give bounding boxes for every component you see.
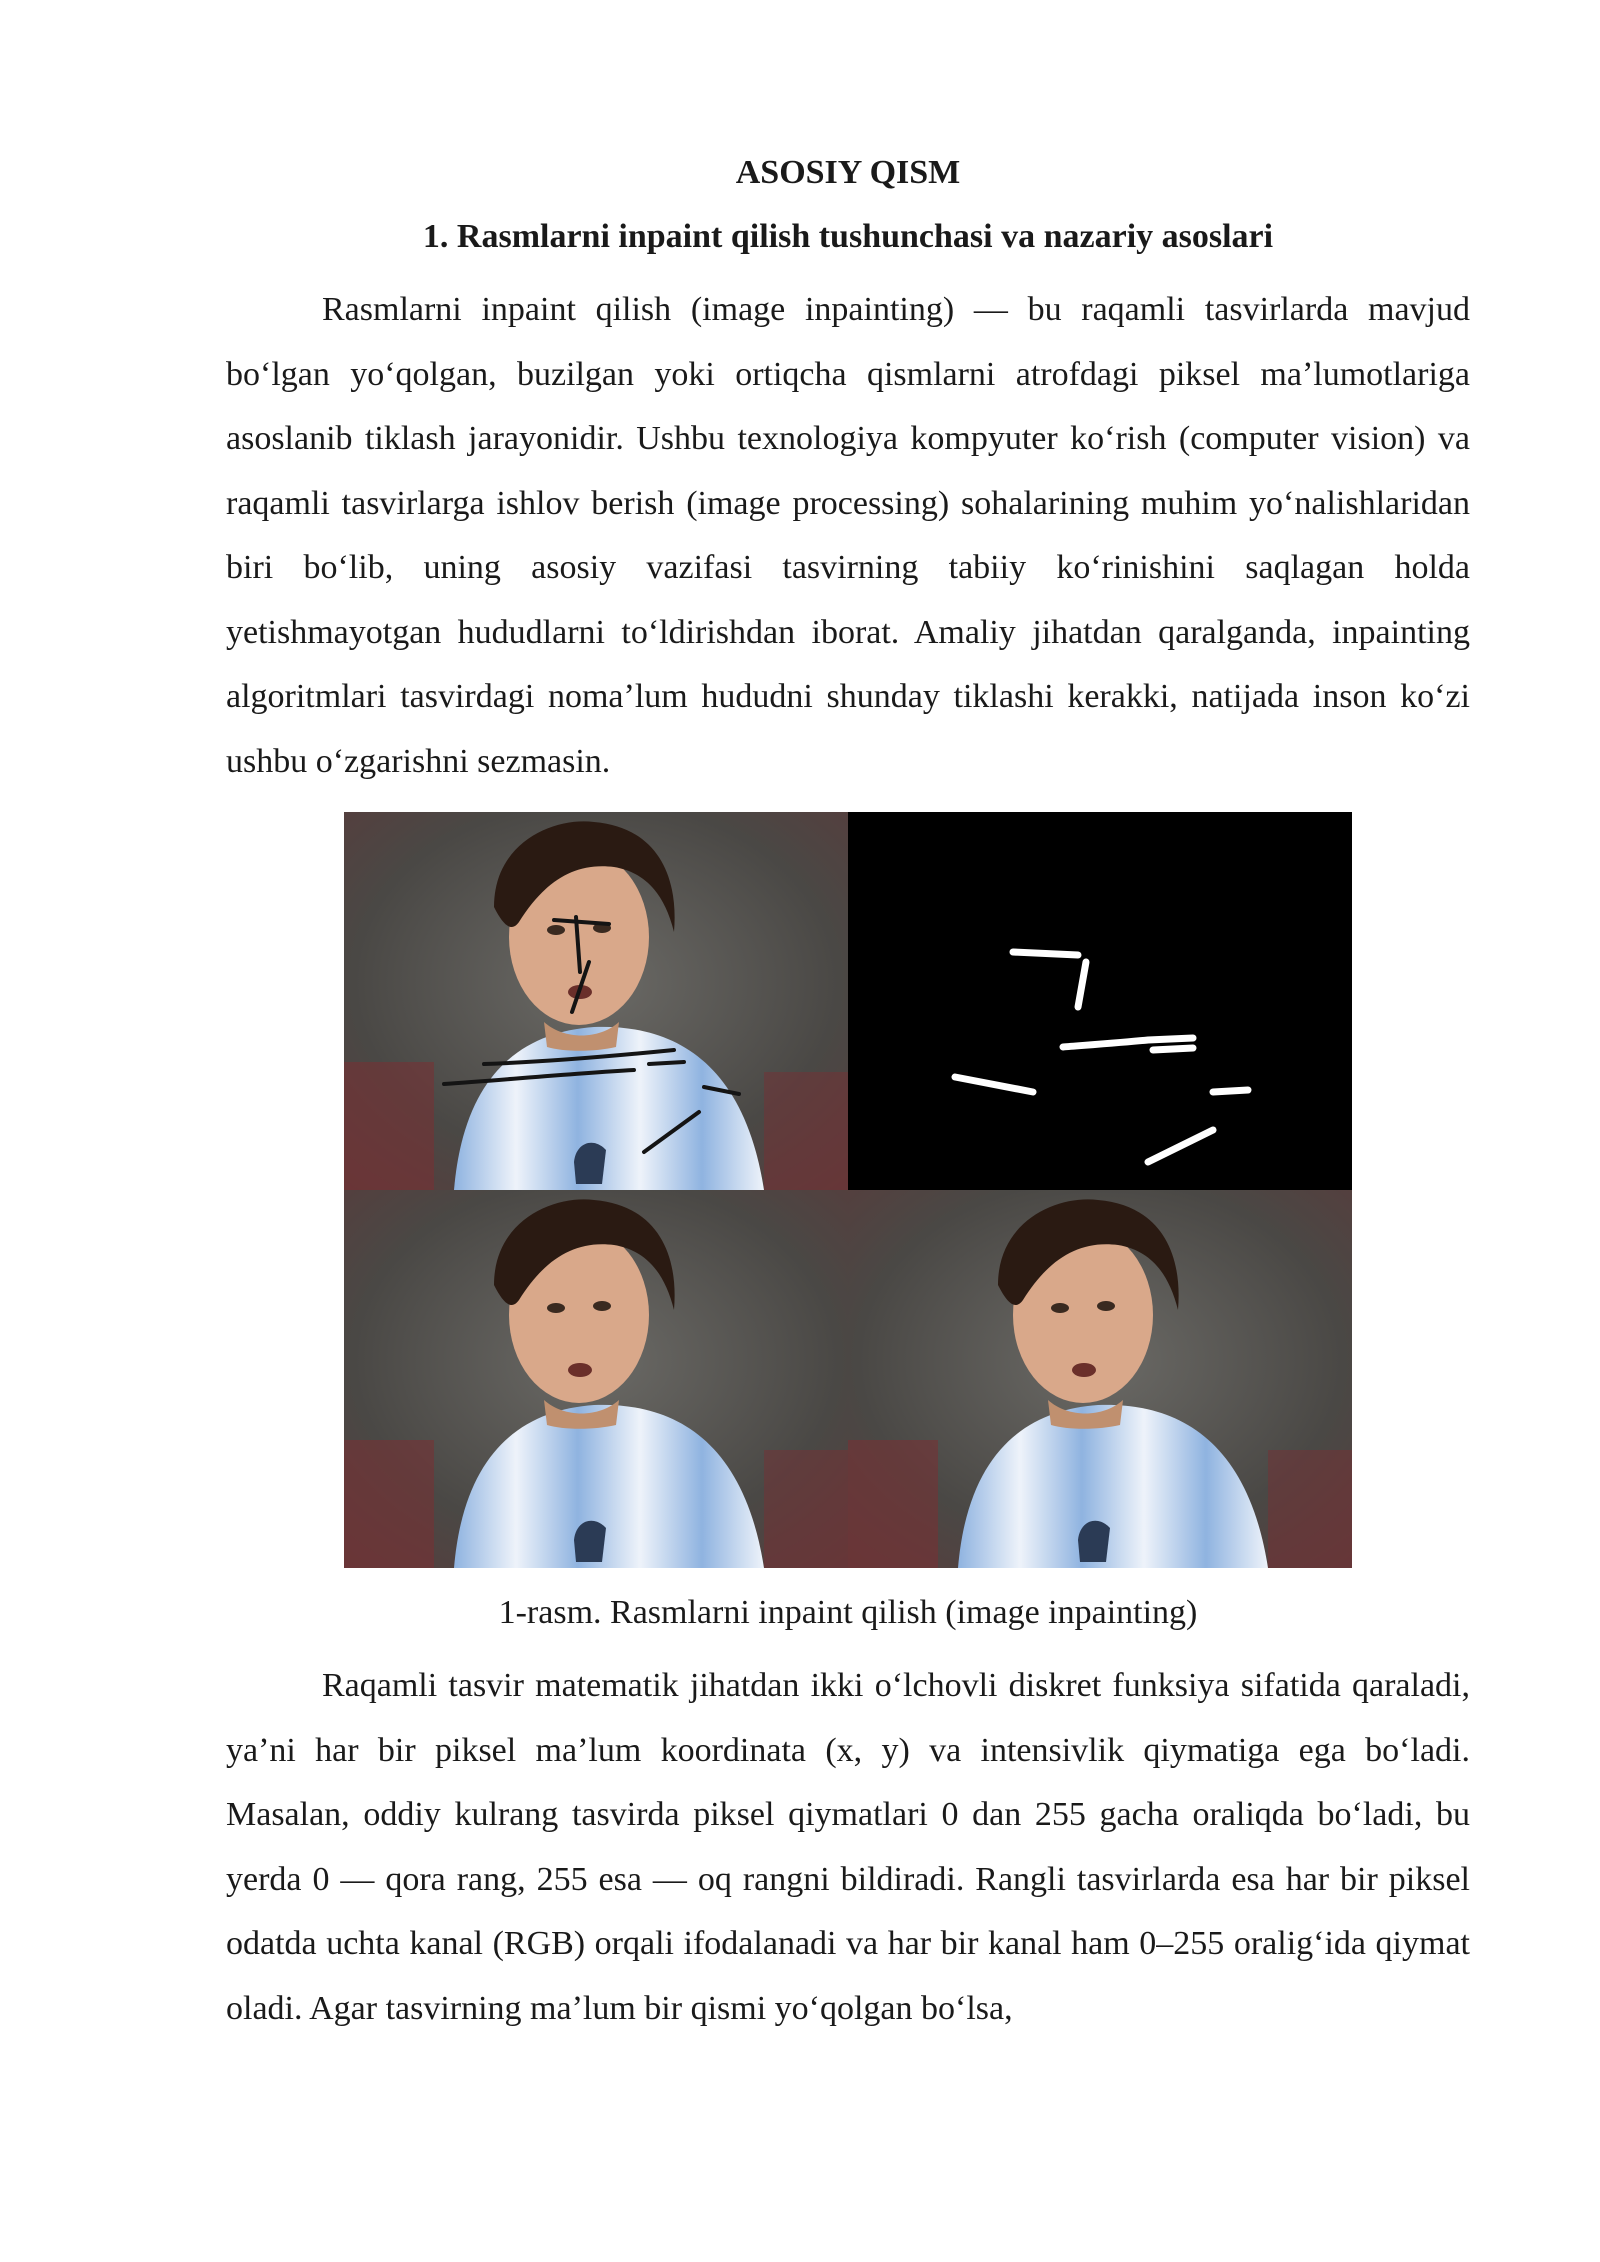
portrait-damaged-image [344, 812, 848, 1190]
paragraph-intro: Rasmlarni inpaint qilish (image inpainting) — bu raqamli tasvirlarda mavjud boʻlgan yoʻqolgan, buzilgan yoki ortiqcha qismlarni atrofdagi piksel maʼlumotlariga asoslanib tiklash jarayonidir. Ushbu texnologiya kompyuter koʻrish (computer vision) va raqamli tasvirlarga ishlov berish (image processing) sohalarining muhim yoʻnalishlaridan biri boʻlib, uning asosiy vazifasi tasvirning tabiiy koʻrinishini saqlagan holda yetishmayotgan hududlarni toʻldirishdan iborat. Amaliy jihatdan qaralganda, inpainting algoritmlari tasvirdagi nomaʼlum hududni shunday tiklashi kerakki, natijada inson koʻzi ushbu oʻzgarishni sezmasin. [226, 291, 1470, 780]
paragraph-digital-image: Raqamli tasvir matematik jihatdan ikki oʻlchovli diskret funksiya sifatida qaraladi, yaʼni har bir piksel maʼlum koordinata (x, y) va intensivlik qiymatiga ega boʻladi. Masalan, oddiy kulrang tasvirda piksel qiymatlari 0 dan 255 gacha oraliqda boʻladi, bu yerda 0 — qora rang, 255 esa — oq rangni bildiradi. Rangli tasvirlarda esa har bir piksel odatda uchta kanal (RGB) orqali ifodalanadi va har bir kanal ham 0–255 oraligʻida qiymat oladi. Agar tasvirning maʼlum bir qismi yoʻqolgan boʻlsa, [226, 1667, 1470, 2027]
portrait-restored-image-a [344, 1190, 848, 1568]
main-heading: ASOSIY QISM [735, 154, 961, 191]
document-page [226, 150, 1470, 2041]
figure-panel-result-b [848, 1190, 1352, 1568]
figure-panel-result-a [344, 1190, 848, 1568]
mask-image [848, 812, 1352, 1190]
section-title: 1. Rasmlarni inpaint qilish tushunchasi va nazariy asoslari [422, 218, 1274, 255]
figure-caption: 1-rasm. Rasmlarni inpaint qilish (image inpainting) [498, 1594, 1198, 1631]
figure-panel-damaged [344, 812, 848, 1190]
portrait-restored-image-b [848, 1190, 1352, 1568]
figure-panel-mask [848, 812, 1352, 1190]
figure-inpainting [344, 812, 1352, 1568]
